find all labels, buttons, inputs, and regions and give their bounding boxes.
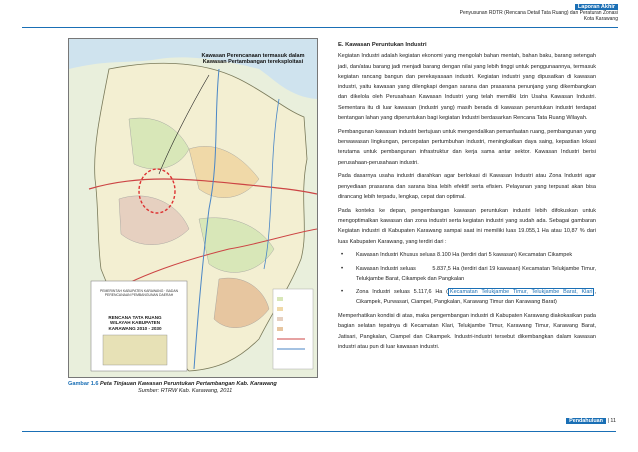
chapter-badge: Pendahuluan — [566, 418, 606, 424]
figure-title: Peta Tinjauan Kawasan Peruntukan Pertambangan Kab. Karawang — [100, 381, 277, 387]
paragraph-2: Pembangunan kawasan industri bertujuan untuk mengendalikan pemanfaatan ruang, pembangunan yang berwawasan lingkungan, percepatan pertumbuhan industri, meningkatkan daya saing, kepastian lokasi terutama untuk pembangunan infrastruktur dan kerja sama antar sektor. Kawasan Industri berisi perusahaan-perusahaan industri. — [338, 128, 596, 166]
industry-list — [338, 250, 596, 307]
paragraph-5: Memperhatikan kondisi di atas, maka pengembangan industri di Kabupaten Karawang diakokasikan pada bagian selatan tepatnya di Kecamatan Klari, Telukjambe Timur, Karawang Timur, Karawang Barat, Jatisari, Pangkalan, Ciampel dan Cikampek. Industri-industri tersebut dikembangkan dalam kawasan industri atau pun di luar kawasan industri. — [338, 313, 596, 350]
page-header — [460, 4, 618, 23]
figure-number: Gambar 1.6 — [68, 381, 99, 387]
paragraph-1: Kegiatan Industri adalah kegiatan ekonomi yang mengolah bahan mentah, bahan baku, barang setengah jadi, dan/atau barang jadi menjadi barang dengan nilai yang lebih tinggi untuk penggunaannya, termasuk kegiatan rancang bangun dan perekayasaan industri. Kegiatan industri yang dipusatkan di kawasan industri, yaitu kawasan yang dilengkapi dengan sarana dan prasarana penunjang yang dikembangkan dan dikelola oleh Perusahaan Kawasan Industri yang telah memiliki Izin Usaha Kawasan Industri. Sementara itu di luar kawasan (industri yang) masih berada di kawasan peruntukan industri terdapat bentangan lahan yang diperuntukan bagi kegiatan Industri berdasarkan Rencana Tata Ruang Wilayah. — [338, 53, 596, 122]
separator: | — [607, 418, 609, 424]
mining-area-map — [68, 38, 318, 378]
header-title: Penyusunan RDTR (Rencana Detail Tata Ruang) dan Peraturan Zonasi — [459, 10, 618, 17]
paragraph-3: Pada dasarnya usaha industri diarahkan agar berlokasi di Kawasan Industri atau Zona Industri agar penyediaan prasarana dan sarana bisa lebih efektif serta efisien. Pelayanan yang terpusat akan bisa dirancang lebih terpadu, lengkap, cepat dan optimal. — [338, 173, 596, 200]
section-title: E. Kawasan Peruntukan Industri — [338, 42, 427, 48]
header-divider — [22, 27, 618, 28]
page-number: 11 — [610, 418, 616, 424]
footer-divider — [22, 431, 616, 432]
header-subtitle: Kota Karawang — [583, 16, 618, 23]
figure-caption — [68, 381, 318, 395]
paragraph-4: Pada konteks ke depan, pengembangan kawasan peruntukan industri lebih difokuskan untuk mengoptimalkan kawasan dan zona industri serta kegiatan industri yang sudah ada. Sebagai gambaran Kegiatan industri di Kabupaten Karawang sampai saat ini memiliki luas 19.055,1 Ha atau 10,87 % dari luas Kabupaten Karawang, yang terdiri dari : — [338, 207, 596, 245]
section-content — [338, 40, 596, 356]
map-legend-institution: PEMERINTAH KABUPATEN KARAWANG · BADAN PERENCANAAN PEMBANGUNAN DAERAH — [99, 289, 179, 298]
list-item: • Kawasan Industri seluas 5.837,5 Ha (terdiri dari 19 kawasan) Kecamatan Telukjambe Timur, Telukjambe Barat, Cikampek dan Pangkalan — [338, 264, 596, 285]
figure-source: Sumber: RTRW Kab. Karawang, 2011 — [138, 388, 233, 394]
map-legend-title: RENCANA TATA RUANG WILAYAH KABUPATEN KARAWANG 2010 - 2030 — [108, 315, 162, 331]
list-item: • Zona Industri seluas 5.117,6 Ha ( Kecamatan Telukjambe Timur, Telukjambe Barat, Klari , Cikampek, Purwasari, Ciampel, Pangkalan, Karawang Timur dan Karawang Barat) — [338, 287, 596, 308]
report-badge: Laporan Akhir — [575, 4, 618, 10]
map-callout-label: Kawasan Perencanaan termasuk dalam Kawasan Pertambangan tereksploitasi — [201, 53, 305, 66]
page-footer — [566, 418, 616, 424]
highlighted-districts: Kecamatan Telukjambe Timur, Telukjambe Barat, Klari — [449, 289, 593, 296]
list-item: • Kawasan Industri Khusus seluas 8.100 Ha (terdiri dari 5 kawasan) Kecamatan Cikampek — [338, 250, 596, 260]
